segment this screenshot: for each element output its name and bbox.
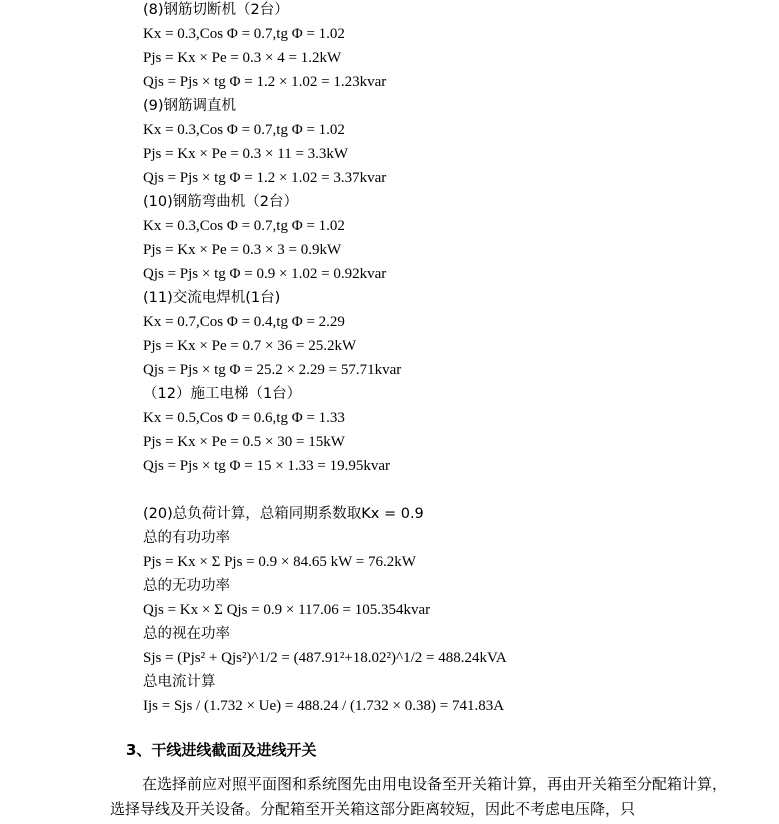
calc-line: Pjs = Kx × Σ Pjs = 0.9 × 84.65 kW = 76.2kW (143, 554, 416, 570)
calc-line: (11)交流电焊机(1台) (143, 290, 281, 306)
calc-line: Kx = 0.7,Cos Φ = 0.4,tg Φ = 2.29 (143, 314, 345, 330)
calc-line: (10)钢筋弯曲机（2台） (143, 194, 298, 210)
calc-line: Pjs = Kx × Pe = 0.5 × 30 = 15kW (143, 434, 345, 450)
calc-line: Qjs = Pjs × tg Φ = 1.2 × 1.02 = 3.37kvar (143, 170, 387, 186)
calc-line: Kx = 0.3,Cos Φ = 0.7,tg Φ = 1.02 (143, 26, 345, 42)
calc-line: Pjs = Kx × Pe = 0.7 × 36 = 25.2kW (143, 338, 357, 354)
calc-line: 总的视在功率 (143, 626, 230, 642)
calc-line: (20)总负荷计算，总箱同期系数取Kx = 0.9 (143, 506, 424, 522)
calc-line: Pjs = Kx × Pe = 0.3 × 3 = 0.9kW (143, 242, 342, 258)
calc-line: 总的无功功率 (143, 578, 230, 594)
calc-line: Sjs = (Pjs² + Qjs²)^1/2 = (487.91²+18.02²)^1/2 = 488.24kVA (143, 650, 507, 666)
calc-line: Pjs = Kx × Pe = 0.3 × 11 = 3.3kW (143, 146, 349, 162)
calc-line: Qjs = Kx × Σ Qjs = 0.9 × 117.06 = 105.354kvar (143, 602, 431, 618)
calc-line: 总的有功功率 (143, 530, 230, 546)
section-title: 3、干线进线截面及进线开关 (126, 741, 317, 759)
body-paragraph: 在选择前应对照平面图和系统图先由用电设备至开关箱计算，再由开关箱至分配箱计算，选择导线及开关设备。分配箱至开关箱这部分距离较短，因此不考虑电压降，只 (110, 775, 728, 818)
calc-line: (8)钢筋切断机（2台） (143, 2, 289, 18)
calc-line: Qjs = Pjs × tg Φ = 15 × 1.33 = 19.95kvar (143, 458, 391, 474)
calc-line: Kx = 0.3,Cos Φ = 0.7,tg Φ = 1.02 (143, 122, 345, 138)
calc-line: Pjs = Kx × Pe = 0.3 × 4 = 1.2kW (143, 50, 342, 66)
calc-line: Kx = 0.3,Cos Φ = 0.7,tg Φ = 1.02 (143, 218, 345, 234)
calc-line: Qjs = Pjs × tg Φ = 25.2 × 2.29 = 57.71kvar (143, 362, 402, 378)
calc-line: Kx = 0.5,Cos Φ = 0.6,tg Φ = 1.33 (143, 410, 345, 426)
calc-line: 总电流计算 (143, 674, 216, 690)
calc-line: (9)钢筋调直机 (143, 98, 237, 114)
calc-line: Ijs = Sjs / (1.732 × Ue) = 488.24 / (1.732 × 0.38) = 741.83A (143, 698, 505, 714)
calc-line: Qjs = Pjs × tg Φ = 0.9 × 1.02 = 0.92kvar (143, 266, 387, 282)
calc-line: Qjs = Pjs × tg Φ = 1.2 × 1.02 = 1.23kvar (143, 74, 387, 90)
calc-line: （12）施工电梯（1台） (143, 386, 302, 402)
